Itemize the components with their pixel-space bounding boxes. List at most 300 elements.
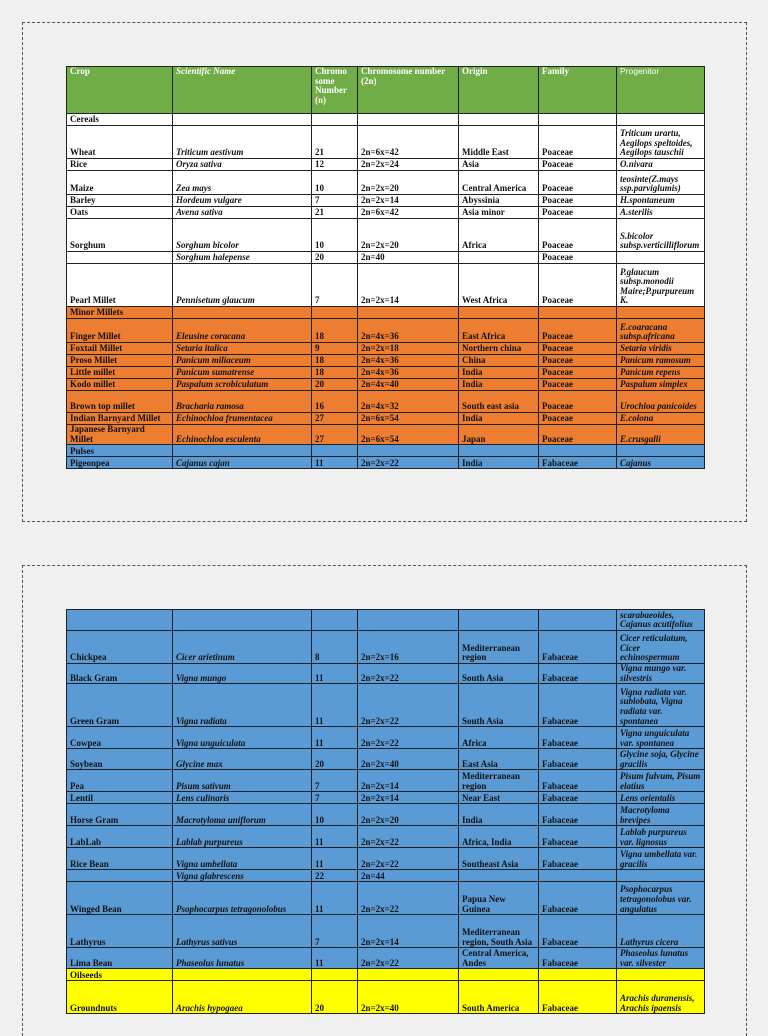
crop-table-page-2 xyxy=(66,609,705,1014)
chromosome-n-cell: 10 xyxy=(312,804,358,826)
chromosome-n-cell: 20 xyxy=(312,749,358,770)
origin-cell: Japan xyxy=(459,425,539,445)
family-cell: Poaceae xyxy=(539,207,617,219)
crop-cell xyxy=(67,610,173,631)
table-row xyxy=(67,126,705,159)
section-label: Oilseeds xyxy=(67,969,173,981)
family-cell: Fabaceae xyxy=(539,826,617,848)
table-row xyxy=(67,792,705,804)
crop-cell: Little millet xyxy=(67,367,173,379)
scientific-name-cell: Bracharia ramosa xyxy=(173,391,312,413)
progenitor-cell: teosinte(Z.mays ssp.parviglumis) xyxy=(617,171,705,195)
progenitor-cell: Macrotyloma brevipes xyxy=(617,804,705,826)
origin-cell: India xyxy=(459,457,539,469)
progenitor-cell: A.sterilis xyxy=(617,207,705,219)
progenitor-cell: Urochloa panicoides xyxy=(617,391,705,413)
crop-cell: Finger Millet xyxy=(67,319,173,343)
scientific-name-cell: Vigna glabrescens xyxy=(173,870,312,882)
chromosome-n-cell: 11 xyxy=(312,684,358,727)
table-row xyxy=(67,457,705,469)
family-cell: Fabaceae xyxy=(539,792,617,804)
document-page-1 xyxy=(22,22,747,522)
progenitor-cell: E.crusgalli xyxy=(617,425,705,445)
origin-cell: Mediterranean region, South Asia xyxy=(459,915,539,948)
chromosome-2n-cell: 2n=2x=20 xyxy=(358,171,459,195)
table-row xyxy=(67,379,705,391)
family-cell: Poaceae xyxy=(539,379,617,391)
origin-cell: Africa xyxy=(459,727,539,749)
table-row xyxy=(67,367,705,379)
progenitor-cell: Panicum ramosum xyxy=(617,355,705,367)
table-row xyxy=(67,355,705,367)
section-row xyxy=(67,445,705,457)
crop-cell: Maize xyxy=(67,171,173,195)
table-row xyxy=(67,391,705,413)
scientific-name-cell: Vigna radiata xyxy=(173,684,312,727)
chromosome-n-cell xyxy=(312,610,358,631)
chromosome-2n-cell: 2n=40 xyxy=(358,252,459,264)
family-cell: Fabaceae xyxy=(539,915,617,948)
crop-cell: Pearl Millet xyxy=(67,264,173,307)
table-row xyxy=(67,195,705,207)
header-crop: Crop xyxy=(67,67,173,114)
scientific-name-cell: Phaseolus lunatus xyxy=(173,948,312,969)
chromosome-n-cell: 7 xyxy=(312,792,358,804)
progenitor-cell: Paspalum simplex xyxy=(617,379,705,391)
crop-cell xyxy=(67,252,173,264)
progenitor-cell: Lablab purpureus var. lignosus xyxy=(617,826,705,848)
family-cell: Poaceae xyxy=(539,252,617,264)
chromosome-2n-cell: 2n=2x=14 xyxy=(358,770,459,792)
origin-cell: China xyxy=(459,355,539,367)
crop-cell: Brown top millet xyxy=(67,391,173,413)
scientific-name-cell xyxy=(173,610,312,631)
chromosome-2n-cell: 2n=2x=22 xyxy=(358,727,459,749)
scientific-name-cell: Pennisetum glaucum xyxy=(173,264,312,307)
origin-cell xyxy=(459,870,539,882)
crop-cell: Lathyrus xyxy=(67,915,173,948)
scientific-name-cell: Pisum sativum xyxy=(173,770,312,792)
crop-cell: Sorghum xyxy=(67,219,173,252)
table-body-page-2 xyxy=(67,610,705,1014)
table-row xyxy=(67,319,705,343)
chromosome-n-cell: 27 xyxy=(312,413,358,425)
family-cell: Fabaceae xyxy=(539,981,617,1014)
crop-cell: Kodo millet xyxy=(67,379,173,391)
origin-cell: Asia xyxy=(459,159,539,171)
progenitor-cell: S.bicolor subsp.verticilliflorum xyxy=(617,219,705,252)
empty-cell xyxy=(459,969,539,981)
progenitor-cell: Pisum fulvum, Pisum elatius xyxy=(617,770,705,792)
origin-cell: South America xyxy=(459,981,539,1014)
crop-cell: Japanese Barnyard Millet xyxy=(67,425,173,445)
progenitor-cell: Vigna radiata var. sublobata, Vigna radiata var. spontanea xyxy=(617,684,705,727)
origin-cell: West Africa xyxy=(459,264,539,307)
chromosome-2n-cell: 2n=2x=14 xyxy=(358,264,459,307)
crop-cell: LabLab xyxy=(67,826,173,848)
origin-cell: Central America xyxy=(459,171,539,195)
table-row xyxy=(67,915,705,948)
chromosome-2n-cell: 2n=2x=16 xyxy=(358,631,459,664)
crop-cell: Lentil xyxy=(67,792,173,804)
chromosome-n-cell: 21 xyxy=(312,207,358,219)
table-row xyxy=(67,770,705,792)
family-cell: Fabaceae xyxy=(539,848,617,870)
chromosome-2n-cell: 2n=4x=32 xyxy=(358,391,459,413)
section-label: Pulses xyxy=(67,445,173,457)
origin-cell: Mediterranean region xyxy=(459,770,539,792)
chromosome-n-cell: 22 xyxy=(312,870,358,882)
table-row xyxy=(67,664,705,684)
progenitor-cell: Arachis duranensis, Arachis ipaensis xyxy=(617,981,705,1014)
scientific-name-cell: Panicum sumatrense xyxy=(173,367,312,379)
progenitor-cell: Vigna unguiculata var. spontanea xyxy=(617,727,705,749)
progenitor-cell: E.coaracana subsp.africana xyxy=(617,319,705,343)
scientific-name-cell: Zea mays xyxy=(173,171,312,195)
progenitor-cell: scarabaeoides, Cajanus acutifolius xyxy=(617,610,705,631)
table-row xyxy=(67,727,705,749)
chromosome-n-cell: 20 xyxy=(312,252,358,264)
progenitor-cell: Vigna mungo var. silvestris xyxy=(617,664,705,684)
empty-cell xyxy=(539,445,617,457)
empty-cell xyxy=(617,114,705,126)
header-chromosome-2n: Chromosome number (2n) xyxy=(358,67,459,114)
empty-cell xyxy=(539,114,617,126)
empty-cell xyxy=(358,445,459,457)
table-header-row xyxy=(67,67,705,114)
family-cell: Poaceae xyxy=(539,219,617,252)
origin-cell: South east asia xyxy=(459,391,539,413)
empty-cell xyxy=(358,969,459,981)
chromosome-2n-cell: 2n=2x=22 xyxy=(358,684,459,727)
empty-cell xyxy=(173,307,312,319)
scientific-name-cell: Echinochloa esculenta xyxy=(173,425,312,445)
empty-cell xyxy=(312,445,358,457)
family-cell: Poaceae xyxy=(539,425,617,445)
origin-cell: Abyssinia xyxy=(459,195,539,207)
family-cell: Fabaceae xyxy=(539,749,617,770)
chromosome-2n-cell: 2n=2x=40 xyxy=(358,749,459,770)
header-scientific-name: Scientific Name xyxy=(173,67,312,114)
empty-cell xyxy=(358,307,459,319)
crop-cell: Soybean xyxy=(67,749,173,770)
family-cell: Fabaceae xyxy=(539,882,617,915)
family-cell: Fabaceae xyxy=(539,684,617,727)
family-cell: Poaceae xyxy=(539,126,617,159)
family-cell: Fabaceae xyxy=(539,948,617,969)
family-cell: Poaceae xyxy=(539,159,617,171)
progenitor-cell: Phaseolus lunatus var. silvester xyxy=(617,948,705,969)
scientific-name-cell: Sorghum halepense xyxy=(173,252,312,264)
table-row xyxy=(67,252,705,264)
crop-cell: Pea xyxy=(67,770,173,792)
origin-cell: South Asia xyxy=(459,684,539,727)
scientific-name-cell: Echinochloa frumentacea xyxy=(173,413,312,425)
origin-cell: Northern china xyxy=(459,343,539,355)
chromosome-2n-cell: 2n=2x=14 xyxy=(358,915,459,948)
chromosome-n-cell: 11 xyxy=(312,727,358,749)
table-row xyxy=(67,207,705,219)
chromosome-n-cell: 12 xyxy=(312,159,358,171)
section-row xyxy=(67,114,705,126)
empty-cell xyxy=(358,114,459,126)
table-body-page-1 xyxy=(67,114,705,469)
origin-cell: India xyxy=(459,413,539,425)
scientific-name-cell: Vigna mungo xyxy=(173,664,312,684)
progenitor-cell xyxy=(617,870,705,882)
table-row xyxy=(67,171,705,195)
family-cell: Fabaceae xyxy=(539,664,617,684)
chromosome-2n-cell: 2n=2x=40 xyxy=(358,981,459,1014)
progenitor-cell: Triticum urartu, Aegilops speltoides, Aegilops tauschii xyxy=(617,126,705,159)
table-row xyxy=(67,684,705,727)
origin-cell: Middle East xyxy=(459,126,539,159)
scientific-name-cell: Vigna umbellata xyxy=(173,848,312,870)
crop-cell: Rice Bean xyxy=(67,848,173,870)
chromosome-2n-cell: 2n=2x=22 xyxy=(358,457,459,469)
chromosome-n-cell: 18 xyxy=(312,355,358,367)
family-cell: Poaceae xyxy=(539,171,617,195)
scientific-name-cell: Cicer arietinum xyxy=(173,631,312,664)
empty-cell xyxy=(459,445,539,457)
origin-cell: Africa xyxy=(459,219,539,252)
chromosome-n-cell: 11 xyxy=(312,882,358,915)
chromosome-n-cell: 11 xyxy=(312,826,358,848)
origin-cell: East Africa xyxy=(459,319,539,343)
header-origin: Origin xyxy=(459,67,539,114)
section-label: Cereals xyxy=(67,114,173,126)
chromosome-n-cell: 7 xyxy=(312,770,358,792)
crop-cell: Green Gram xyxy=(67,684,173,727)
empty-cell xyxy=(173,114,312,126)
table-row xyxy=(67,343,705,355)
chromosome-n-cell: 10 xyxy=(312,219,358,252)
origin-cell: Africa, India xyxy=(459,826,539,848)
crop-cell: Proso Millet xyxy=(67,355,173,367)
crop-cell: Pigeonpea xyxy=(67,457,173,469)
scientific-name-cell: Hordeum vulgare xyxy=(173,195,312,207)
progenitor-cell: Lens orientalis xyxy=(617,792,705,804)
chromosome-n-cell: 11 xyxy=(312,664,358,684)
progenitor-cell: H.spontaneum xyxy=(617,195,705,207)
empty-cell xyxy=(617,969,705,981)
empty-cell xyxy=(312,307,358,319)
scientific-name-cell: Oryza sativa xyxy=(173,159,312,171)
family-cell xyxy=(539,870,617,882)
origin-cell: Asia minor xyxy=(459,207,539,219)
origin-cell: India xyxy=(459,804,539,826)
progenitor-cell: O.nivara xyxy=(617,159,705,171)
progenitor-cell: Cajanus xyxy=(617,457,705,469)
chromosome-2n-cell: 2n=6x=54 xyxy=(358,425,459,445)
table-row xyxy=(67,219,705,252)
chromosome-n-cell: 7 xyxy=(312,915,358,948)
chromosome-n-cell: 16 xyxy=(312,391,358,413)
empty-cell xyxy=(173,969,312,981)
family-cell: Poaceae xyxy=(539,343,617,355)
table-row xyxy=(67,882,705,915)
progenitor-cell: Panicum repens xyxy=(617,367,705,379)
chromosome-2n-cell: 2n=6x=42 xyxy=(358,126,459,159)
scientific-name-cell: Vigna unguiculata xyxy=(173,727,312,749)
scientific-name-cell: Lablab purpureus xyxy=(173,826,312,848)
table-row xyxy=(67,981,705,1014)
progenitor-cell: Psophocarpus tetragonolobus var. angulatus xyxy=(617,882,705,915)
family-cell: Fabaceae xyxy=(539,457,617,469)
family-cell: Poaceae xyxy=(539,391,617,413)
empty-cell xyxy=(539,969,617,981)
scientific-name-cell: Triticum aestivum xyxy=(173,126,312,159)
chromosome-n-cell: 11 xyxy=(312,948,358,969)
progenitor-cell: Lathyrus cicera xyxy=(617,915,705,948)
chromosome-n-cell: 11 xyxy=(312,848,358,870)
family-cell: Poaceae xyxy=(539,195,617,207)
crop-cell: Rice xyxy=(67,159,173,171)
family-cell: Poaceae xyxy=(539,413,617,425)
progenitor-cell: Cicer reticulatum, Cicer echinospermum xyxy=(617,631,705,664)
crop-cell: Oats xyxy=(67,207,173,219)
scientific-name-cell: Glycine max xyxy=(173,749,312,770)
chromosome-2n-cell: 2n=2x=24 xyxy=(358,159,459,171)
crop-cell: Winged Bean xyxy=(67,882,173,915)
family-cell: Poaceae xyxy=(539,264,617,307)
chromosome-n-cell: 20 xyxy=(312,379,358,391)
empty-cell xyxy=(539,307,617,319)
scientific-name-cell: Macrotyloma uniflorum xyxy=(173,804,312,826)
chromosome-n-cell: 9 xyxy=(312,343,358,355)
section-row xyxy=(67,969,705,981)
scientific-name-cell: Arachis hypogaea xyxy=(173,981,312,1014)
chromosome-2n-cell: 2n=2x=22 xyxy=(358,882,459,915)
family-cell: Fabaceae xyxy=(539,770,617,792)
chromosome-n-cell: 21 xyxy=(312,126,358,159)
chromosome-2n-cell: 2n=4x=36 xyxy=(358,355,459,367)
document-page-2 xyxy=(22,565,747,1036)
table-row xyxy=(67,631,705,664)
chromosome-2n-cell: 2n=2x=22 xyxy=(358,826,459,848)
chromosome-n-cell: 7 xyxy=(312,264,358,307)
chromosome-2n-cell xyxy=(358,610,459,631)
chromosome-2n-cell: 2n=2x=22 xyxy=(358,664,459,684)
progenitor-cell: Vigna umbellata var. gracilis xyxy=(617,848,705,870)
table-row xyxy=(67,848,705,870)
origin-cell: East Asia xyxy=(459,749,539,770)
table-row xyxy=(67,413,705,425)
progenitor-cell xyxy=(617,252,705,264)
progenitor-cell: E.colona xyxy=(617,413,705,425)
origin-cell: South Asia xyxy=(459,664,539,684)
family-cell: Fabaceae xyxy=(539,727,617,749)
crop-cell: Black Gram xyxy=(67,664,173,684)
family-cell: Poaceae xyxy=(539,319,617,343)
empty-cell xyxy=(617,445,705,457)
crop-cell: Horse Gram xyxy=(67,804,173,826)
family-cell: Poaceae xyxy=(539,355,617,367)
scientific-name-cell: Paspalum scrobiculatum xyxy=(173,379,312,391)
chromosome-n-cell: 7 xyxy=(312,195,358,207)
header-progenitor: Progenitor xyxy=(617,67,705,114)
scientific-name-cell: Setaria italica xyxy=(173,343,312,355)
scientific-name-cell: Cajanus cajan xyxy=(173,457,312,469)
empty-cell xyxy=(459,307,539,319)
header-chromosome-n: Chromo some Number (n) xyxy=(312,67,358,114)
crop-cell: Cowpea xyxy=(67,727,173,749)
scientific-name-cell: Eleusine coracana xyxy=(173,319,312,343)
empty-cell xyxy=(312,969,358,981)
empty-cell xyxy=(173,445,312,457)
chromosome-2n-cell: 2n=2x=20 xyxy=(358,804,459,826)
scientific-name-cell: Psophocarpus tetragonolobus xyxy=(173,882,312,915)
family-cell: Poaceae xyxy=(539,367,617,379)
origin-cell: Central America, Andes xyxy=(459,948,539,969)
progenitor-cell: Setaria viridis xyxy=(617,343,705,355)
chromosome-2n-cell: 2n=6x=42 xyxy=(358,207,459,219)
crop-cell: Lima Bean xyxy=(67,948,173,969)
chromosome-2n-cell: 2n=44 xyxy=(358,870,459,882)
origin-cell: Papua New Guinea xyxy=(459,882,539,915)
empty-cell xyxy=(617,307,705,319)
chromosome-2n-cell: 2n=6x=54 xyxy=(358,413,459,425)
table-row xyxy=(67,610,705,631)
progenitor-cell: Glycine soja, Glycine gracilis xyxy=(617,749,705,770)
origin-cell: Mediterranean region xyxy=(459,631,539,664)
scientific-name-cell: Lens culinaris xyxy=(173,792,312,804)
chromosome-n-cell: 18 xyxy=(312,319,358,343)
header-family: Family xyxy=(539,67,617,114)
chromosome-n-cell: 18 xyxy=(312,367,358,379)
crop-cell: Chickpea xyxy=(67,631,173,664)
crop-cell: Indian Barnyard Millet xyxy=(67,413,173,425)
crop-table-page-1 xyxy=(66,66,705,469)
chromosome-n-cell: 20 xyxy=(312,981,358,1014)
table-row xyxy=(67,264,705,307)
origin-cell: Near East xyxy=(459,792,539,804)
chromosome-2n-cell: 2n=2x=14 xyxy=(358,195,459,207)
table-row xyxy=(67,826,705,848)
chromosome-2n-cell: 2n=4x=36 xyxy=(358,367,459,379)
family-cell: Fabaceae xyxy=(539,631,617,664)
crop-cell xyxy=(67,870,173,882)
table-row xyxy=(67,870,705,882)
crop-cell: Groundnuts xyxy=(67,981,173,1014)
table-row xyxy=(67,425,705,445)
chromosome-2n-cell: 2n=4x=40 xyxy=(358,379,459,391)
progenitor-cell: P.glaucum subsp.monodii Maire;P.purpureum K. xyxy=(617,264,705,307)
empty-cell xyxy=(312,114,358,126)
section-row xyxy=(67,307,705,319)
table-row xyxy=(67,749,705,770)
scientific-name-cell: Sorghum bicolor xyxy=(173,219,312,252)
chromosome-2n-cell: 2n=2x=22 xyxy=(358,848,459,870)
section-label: Minor Millets xyxy=(67,307,173,319)
chromosome-n-cell: 27 xyxy=(312,425,358,445)
crop-cell: Foxtail Millet xyxy=(67,343,173,355)
chromosome-n-cell: 8 xyxy=(312,631,358,664)
chromosome-n-cell: 11 xyxy=(312,457,358,469)
chromosome-2n-cell: 2n=4x=36 xyxy=(358,319,459,343)
origin-cell xyxy=(459,610,539,631)
family-cell xyxy=(539,610,617,631)
table-row xyxy=(67,159,705,171)
family-cell: Fabaceae xyxy=(539,804,617,826)
scientific-name-cell: Panicum miliaceum xyxy=(173,355,312,367)
empty-cell xyxy=(459,114,539,126)
chromosome-2n-cell: 2n=2x=14 xyxy=(358,792,459,804)
origin-cell xyxy=(459,252,539,264)
table-row xyxy=(67,948,705,969)
crop-cell: Barley xyxy=(67,195,173,207)
origin-cell: Southeast Asia xyxy=(459,848,539,870)
